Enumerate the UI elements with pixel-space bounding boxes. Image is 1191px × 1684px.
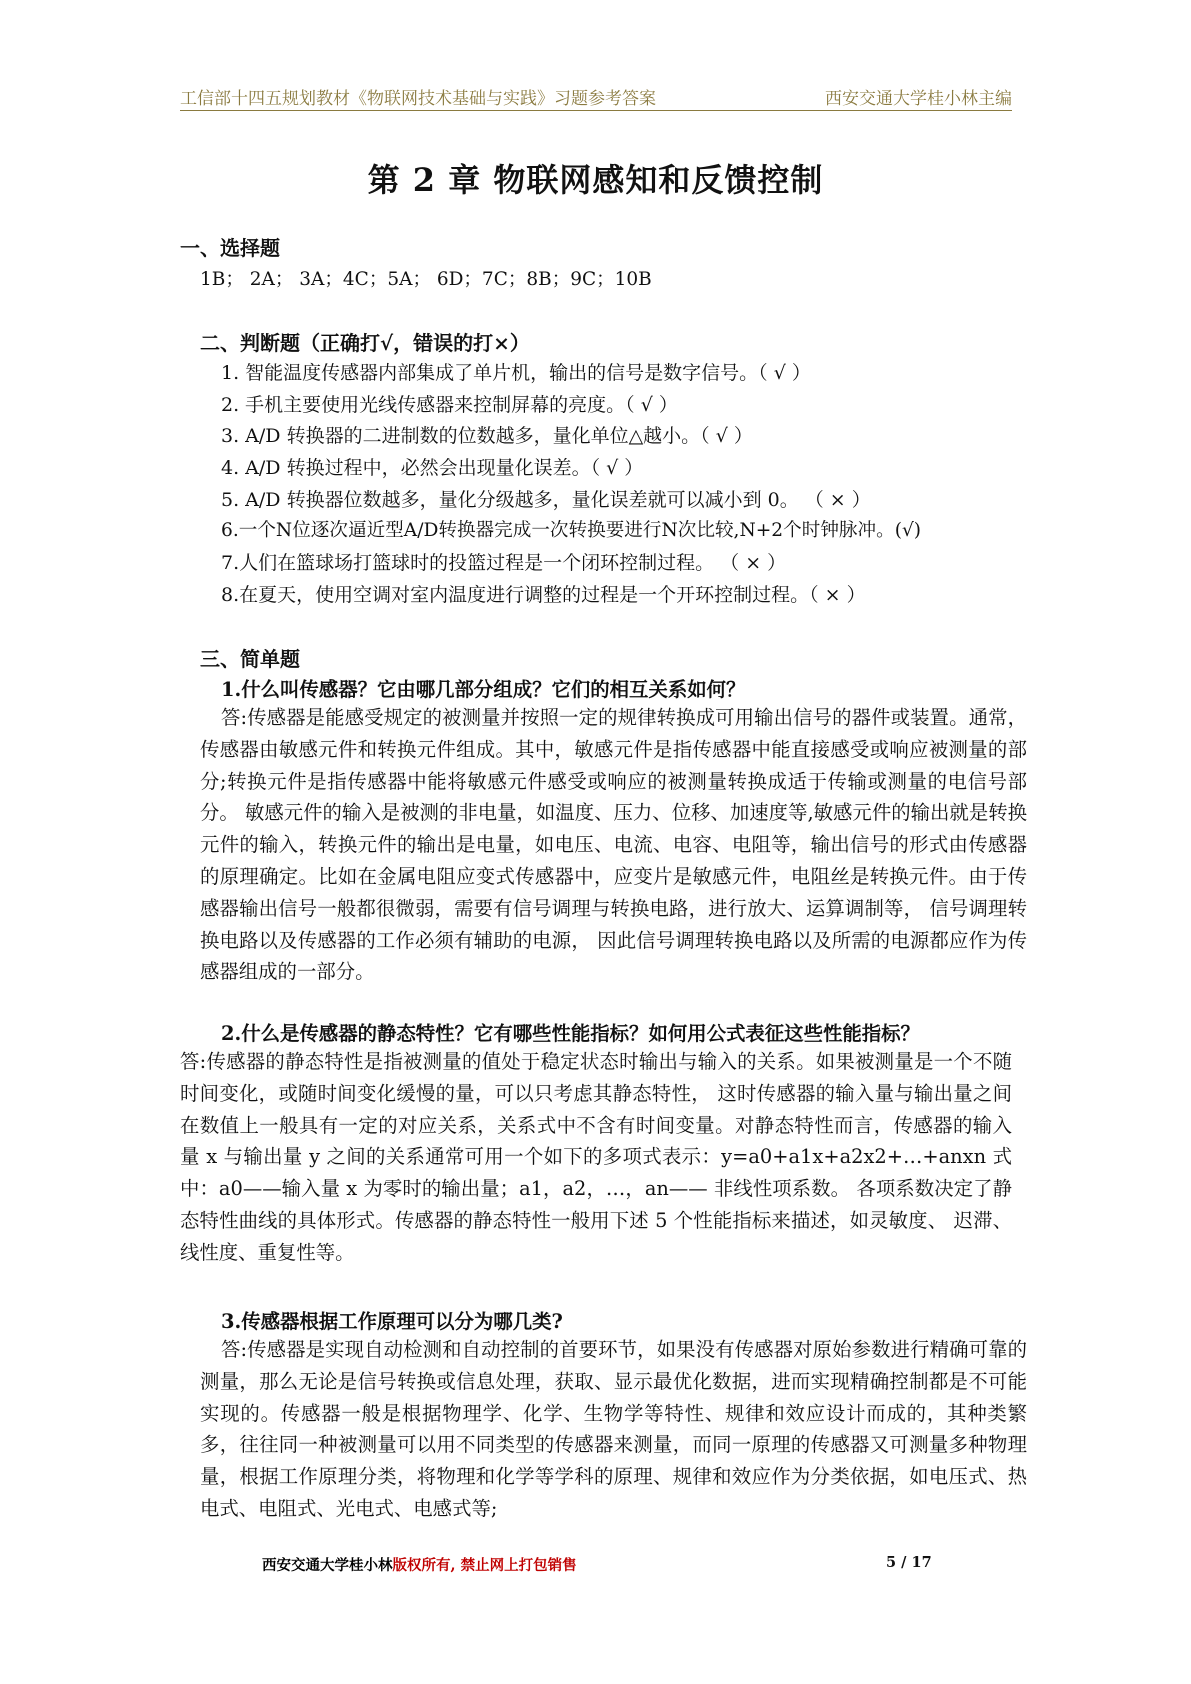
true-false-item: 5. A/D 转换器位数越多，量化分级越多，量化误差就可以减小到 0。 （ × ） [221,489,871,511]
page-header [180,80,1012,111]
header-book-title: 工信部十四五规划教材《物联网技术基础与实践》习题参考答案 [180,89,656,109]
section-multiple-choice-heading: 一、选择题 [180,236,280,260]
page-number: 5 / 17 [886,1554,932,1571]
true-false-item: 8.在夏天，使用空调对室内温度进行调整的过程是一个开环控制过程。（ × ） [221,584,866,606]
true-false-item: 3. A/D 转换器的二进制数的位数越多，量化单位△越小。（ √ ） [221,425,753,447]
header-editor: 西安交通大学桂小林主编 [825,89,1012,109]
chapter-title: 第 2 章 物联网感知和反馈控制 [367,161,824,199]
true-false-item: 1. 智能温度传感器内部集成了单片机，输出的信号是数字信号。（ √ ） [221,362,811,384]
true-false-item: 4. A/D 转换过程中，必然会出现量化误差。（ √ ） [221,457,644,479]
question-3: 3.传感器根据工作原理可以分为哪几类? [221,1310,563,1333]
true-false-item: 7.人们在篮球场打篮球时的投篮过程是一个闭环控制过程。 （ × ） [221,552,787,574]
answer-1: 答:传感器是能感受规定的被测量并按照一定的规律转换成可用输出信号的器件或装置。通常，传感器由敏感元件和转换元件组成。其中，敏感元件是指传感器中能直接感受或响应被测量的部分;转换元件是指传感器中能将敏感元件感受或响应的被测量转换成适于传输或测量的电信号部分。 敏感元件的输入是被测的非电量，如温度、压力、位移、加速度等,敏感元件的输出就是转换元件的输入，转换元件的输出是电量，如电压、电流、电容、电阻等，输出信号的形式由传感器的原理确定。比如在金属电阻应变式传感器中，应变片是敏感元件，电阻丝是转换元件。由于传感器输出信号一般都很微弱，需要有信号调理与转换电路，进行放大、运算调制等， 信号调理转换电路以及传感器的工作必须有辅助的电源， 因此信号调理转换电路以及所需的电源都应作为传感器组成的一部分。 [200,706,1027,984]
answer-2: 答:传感器的静态特性是指被测量的值处于稳定状态时输出与输入的关系。如果被测量是一个不随时间变化，或随时间变化缓慢的量，可以只考虑其静态特性， 这时传感器的输入量与输出量之间在数值上一般具有一定的对应关系，关系式中不含有时间变量。对静态特性而言，传感器的输入量 x 与输出量 y 之间的关系通常可用一个如下的多项式表示：y=a0+a1x+a2x2+…+anxn 式中：a0——输入量 x 为零时的输出量；a1，a2，…，an—— 非线性项系数。 各项系数决定了静态特性曲线的具体形式。传感器的静态特性一般用下述 5 个性能指标来描述，如灵敏度、 迟滞、线性度、重复性等。 [180,1050,1012,1264]
footer-copyright-notice: 版权所有, 禁止网上打包销售 [392,1557,577,1574]
question-2: 2.什么是传感器的静态特性？它有哪些性能指标？如何用公式表征这些性能指标？ [221,1022,920,1045]
multiple-choice-answers: 1B； 2A； 3A；4C；5A； 6D；7C；8B；9C；10B [200,269,652,290]
answer-3: 答:传感器是实现自动检测和自动控制的首要环节，如果没有传感器对原始参数进行精确可靠的测量，那么无论是信号转换或信息处理，获取、显示最优化数据，进而实现精确控制都是不可能实现的。传感器一般是根据物理学、化学、生物学等特性、规律和效应设计而成的，其种类繁多，往往同一种被测量可以用不同类型的传感器来测量，而同一原理的传感器又可测量多种物理量，根据工作原理分类，将物理和化学等学科的原理、规律和效应作为分类依据，如电压式、热电式、电阻式、光电式、电感式等; [200,1338,1027,1520]
section-true-false-heading: 二、判断题（正确打√，错误的打×） [200,331,530,355]
true-false-item: 6.一个N位逐次逼近型A/D转换器完成一次转换要进行N次比较,N+2个时钟脉冲。(√) [221,520,922,541]
section-short-answer-heading: 三、简单题 [200,647,300,671]
true-false-item: 2. 手机主要使用光线传感器来控制屏幕的亮度。（ √ ） [221,394,678,416]
question-1: 1.什么叫传感器？它由哪几部分组成？它们的相互关系如何？ [221,678,746,701]
footer-author: 西安交通大学桂小林 [262,1557,393,1574]
footer-copyright [262,1554,577,1575]
